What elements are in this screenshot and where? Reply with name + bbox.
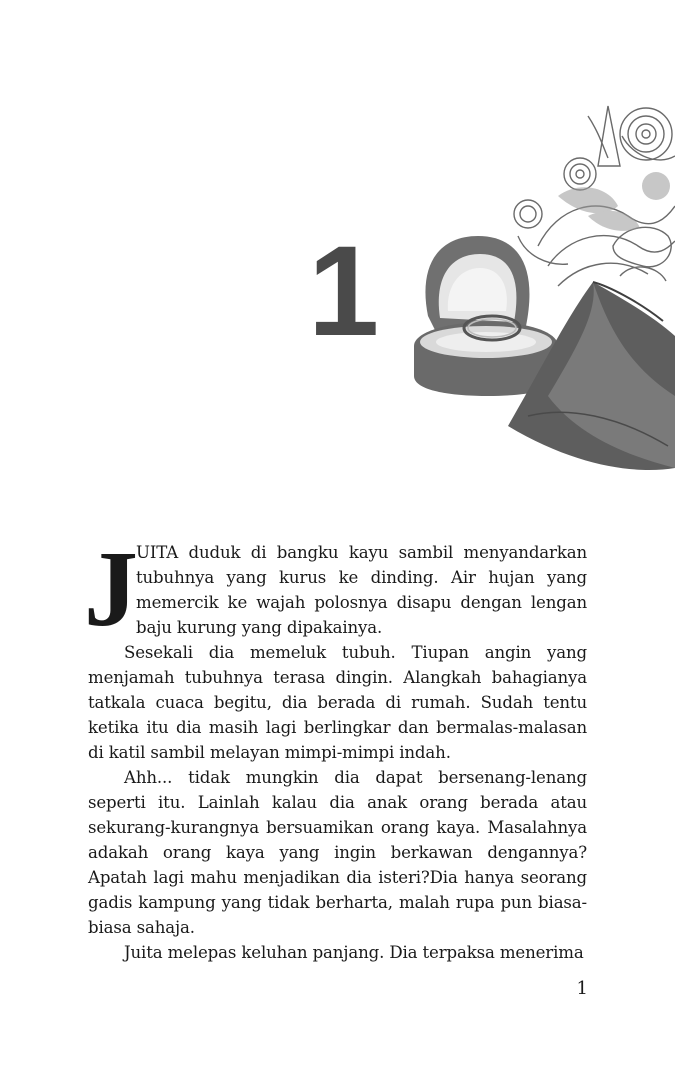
chapter-number: 1 <box>308 220 380 363</box>
paragraph: Sesekali dia memeluk tubuh. Tiupan angin yang menjamah tubuhnya terasa dingin. Alangkah bahagianya tatkala cuaca begitu, dia berada di rumah. Sudah tentu ketika itu dia masih lagi berlingkar dan bermalas-malasan di katil sambil melayan mimpi-mimpi indah. <box>88 643 587 762</box>
ring-box <box>414 236 558 396</box>
drop-cap: J <box>84 530 138 649</box>
paragraph: Juita melepas keluhan panjang. Dia terpaksa menerima <box>124 943 584 962</box>
paragraph: Ahh... tidak mungkin dia dapat bersenang-lenang seperti itu. Lainlah kalau dia anak orang berada atau sekurang-kurangnya bersuamikan orang kaya. Masalahnya adakah orang kaya yang ingin berkawan dengannya? Apatah lagi mahu menjadikan dia isteri?Dia hanya seorang gadis kampung yang tidak berharta, malah rupa pun biasa-biasa sahaja. <box>88 768 587 937</box>
ornament-fills <box>558 172 670 231</box>
opening-paragraph-text: UITA duduk di bangku kayu sambil menyandarkan tubuhnya yang kurus ke dinding. Air hujan yang memercik ke wajah polosnya disapu dengan lengan baju kurung yang dipakainya. <box>136 543 587 637</box>
page-number: 1 <box>576 978 588 999</box>
ring-box-illustration <box>408 96 675 474</box>
chapter-body-text <box>84 530 587 965</box>
opening-paragraph <box>84 530 587 649</box>
